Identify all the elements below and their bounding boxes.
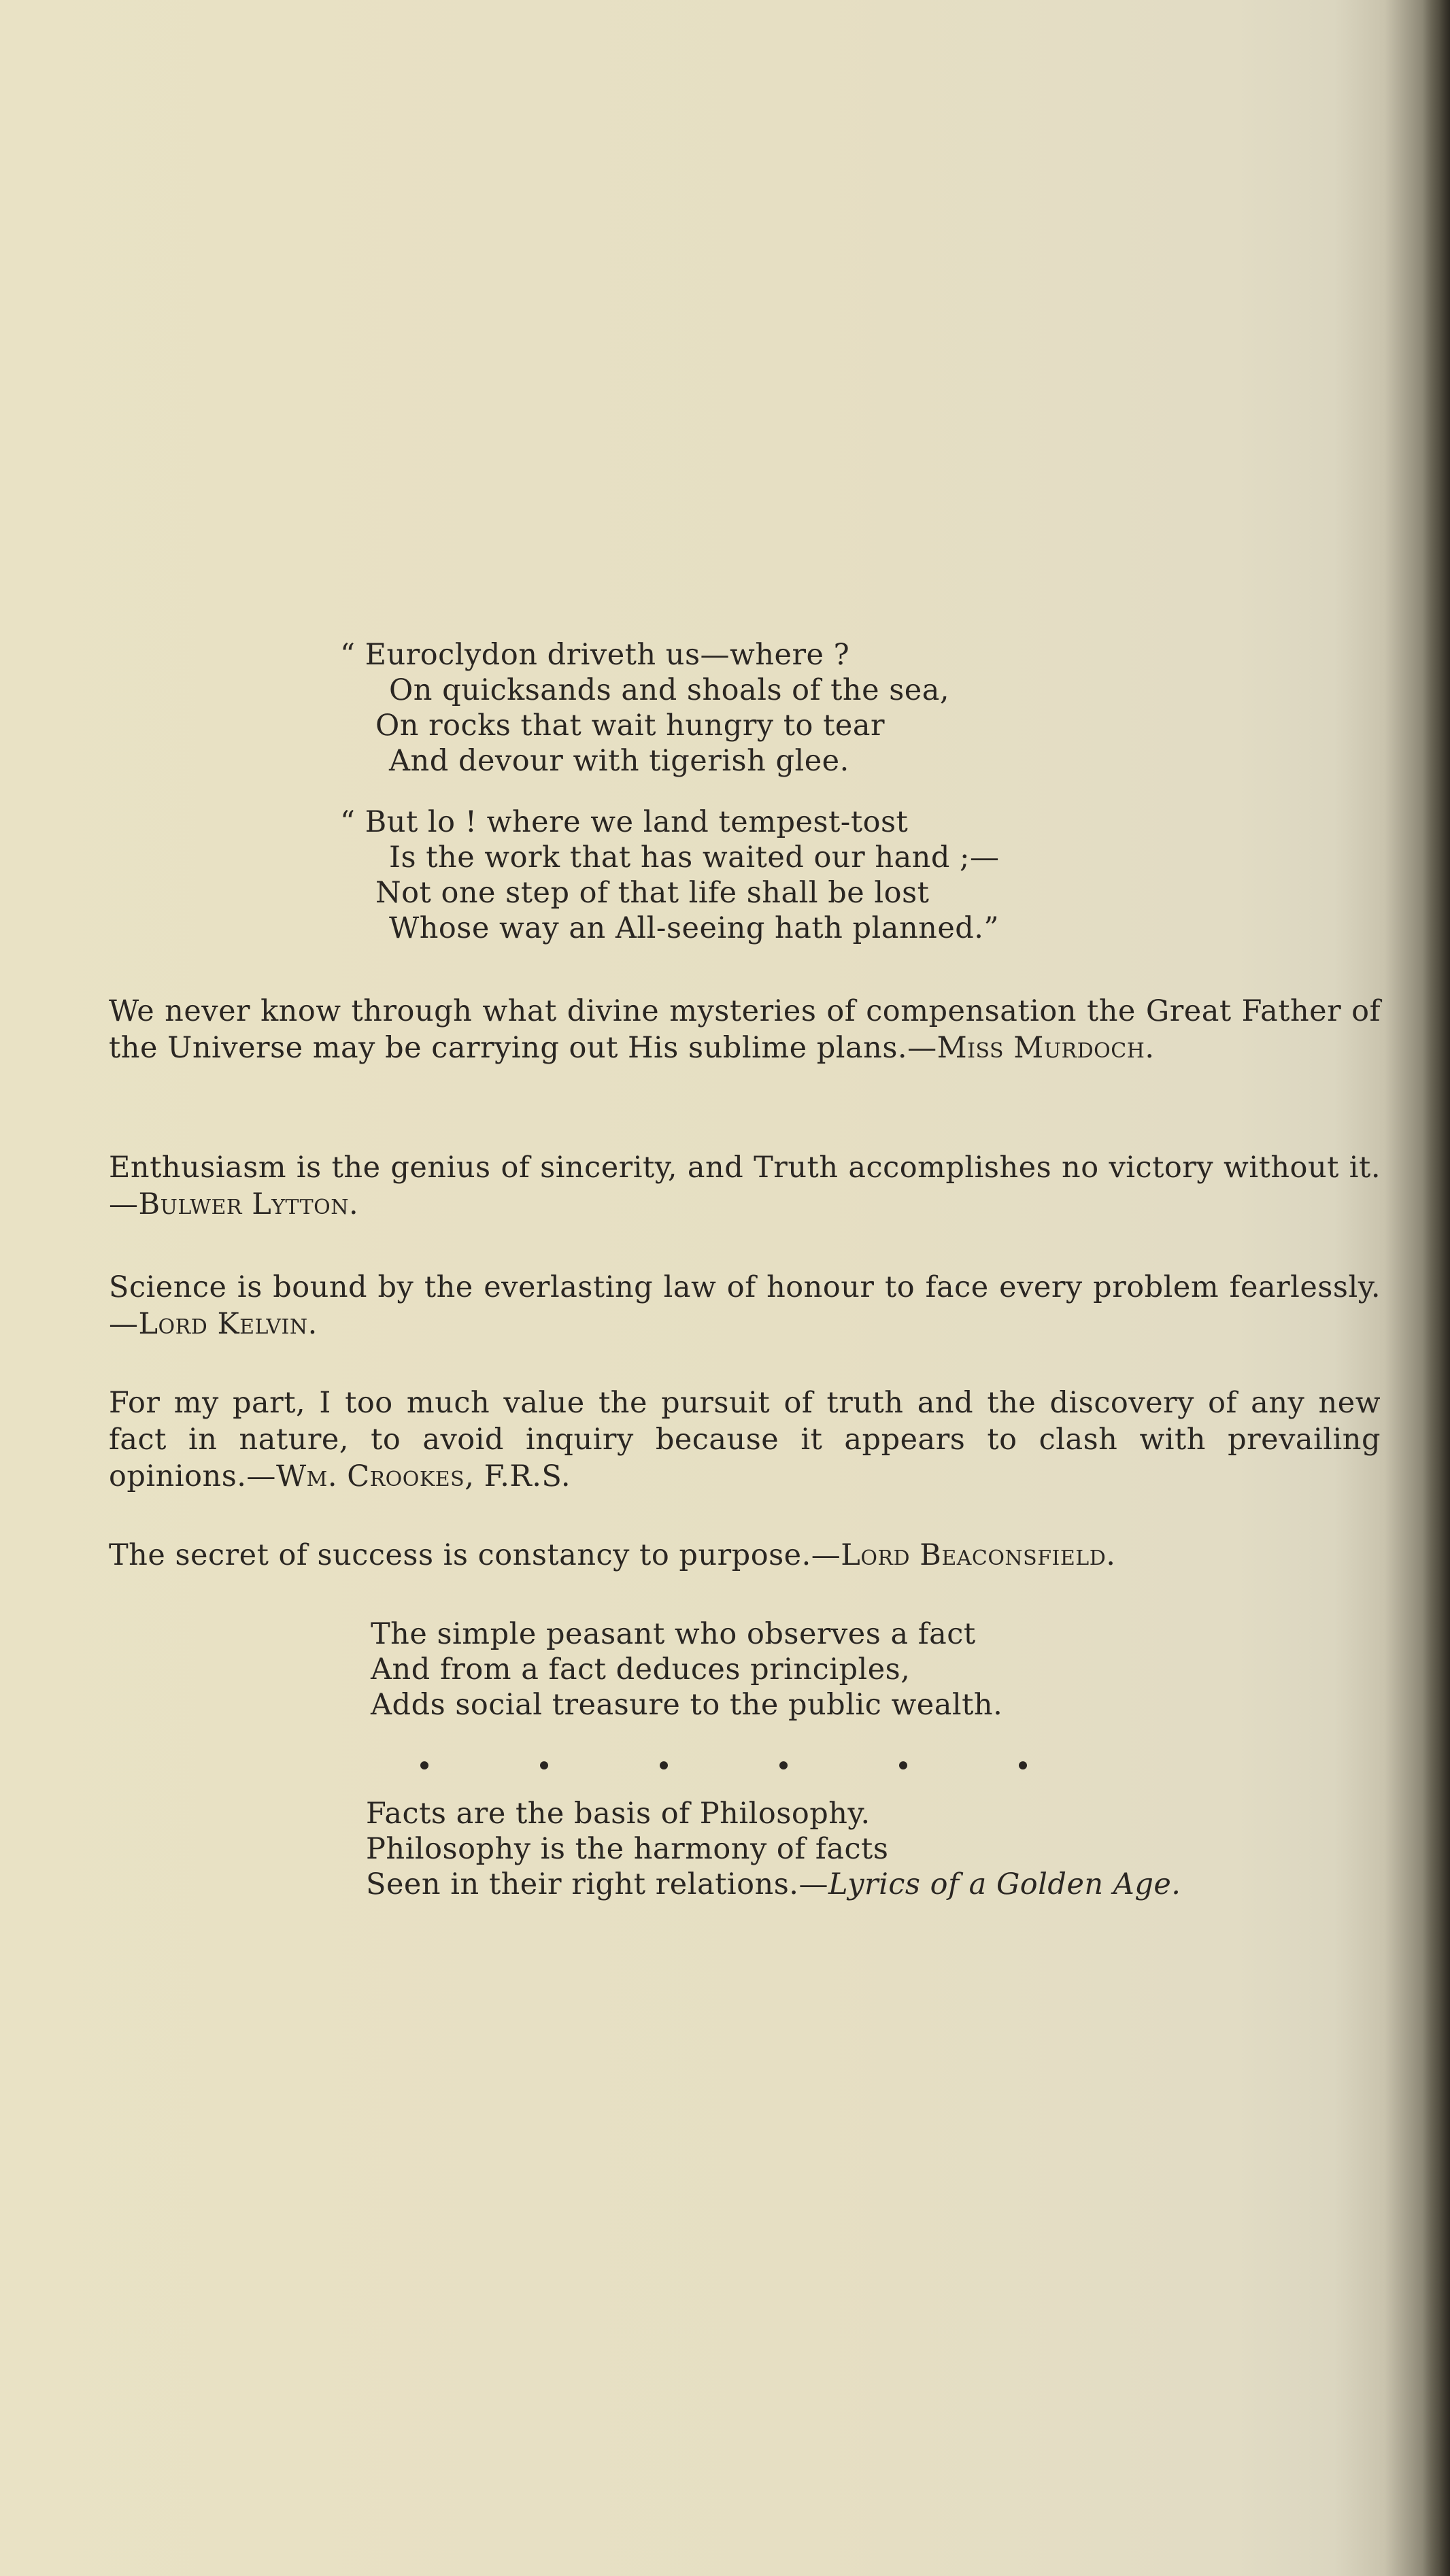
poem-line: And devour with tigerish glee.: [389, 744, 849, 778]
dot: [779, 1761, 788, 1769]
poem-line: On quicksands and shoals of the sea,: [389, 673, 950, 707]
dot: [1019, 1761, 1027, 1769]
poem-line: Is the work that has waited our hand ;—: [389, 841, 1000, 875]
page-edge-shadow: [1423, 0, 1450, 2576]
quote-text: The secret of success is constancy to purpose.—: [109, 1538, 841, 1572]
poem-line: Facts are the basis of Philosophy.: [366, 1797, 871, 1831]
poem-line: On rocks that wait hungry to tear: [375, 709, 886, 743]
dot: [540, 1761, 548, 1769]
quote-lytton: [109, 1149, 1381, 1223]
poem-line: Adds social treasure to the public wealth.: [371, 1688, 1003, 1722]
quote-author: Bulwer Lytton.: [138, 1187, 359, 1221]
quote-text: Enthusiasm is the genius of sincerity, and Truth accomplishes no victory without it.—: [109, 1151, 1381, 1221]
quote-author: Wm. Crookes, F.R.S.: [275, 1459, 571, 1493]
poem-line: “ Euroclydon driveth us—where ?: [340, 638, 850, 672]
ellipsis-dots: [420, 1761, 1139, 1769]
poem-line: Not one step of that life shall be lost: [375, 876, 930, 910]
quote-text: For my part, I too much value the pursuit of truth and the discovery of any new fact in nature, to avoid inquiry because it appears to clash with prevailing opinions.—: [109, 1386, 1381, 1493]
quote-kelvin: [109, 1269, 1381, 1342]
poem-line: Seen in their right relations.—: [366, 1867, 828, 1901]
poem-line: Philosophy is the harmony of facts: [366, 1832, 889, 1866]
poem-source: Lyrics of a Golden Age.: [828, 1867, 1181, 1901]
dot: [899, 1761, 907, 1769]
poem-line: “ But lo ! where we land tempest-tost: [340, 805, 909, 839]
poem-line: Whose way an All-seeing hath planned.”: [389, 911, 999, 945]
poem-line-with-source: [366, 1866, 1181, 1903]
quote-author: Lord Kelvin.: [138, 1307, 318, 1341]
dot: [420, 1761, 428, 1769]
quote-author: Miss Murdoch.: [937, 1031, 1155, 1065]
poem-line: The simple peasant who observes a fact: [371, 1617, 976, 1651]
quote-murdoch: [109, 993, 1381, 1066]
dot: [660, 1761, 668, 1769]
quote-text: Science is bound by the everlasting law of honour to face every problem fearlessly.—: [109, 1270, 1381, 1341]
quote-crookes: [109, 1385, 1381, 1495]
poem-line: And from a fact deduces principles,: [371, 1653, 911, 1687]
quote-text: We never know through what divine mysteries of compensation the Great Father of the Universe may be carrying out His sublime plans.—: [109, 994, 1381, 1065]
quote-beaconsfield: [109, 1537, 1381, 1574]
quote-author: Lord Beaconsfield.: [841, 1538, 1116, 1572]
